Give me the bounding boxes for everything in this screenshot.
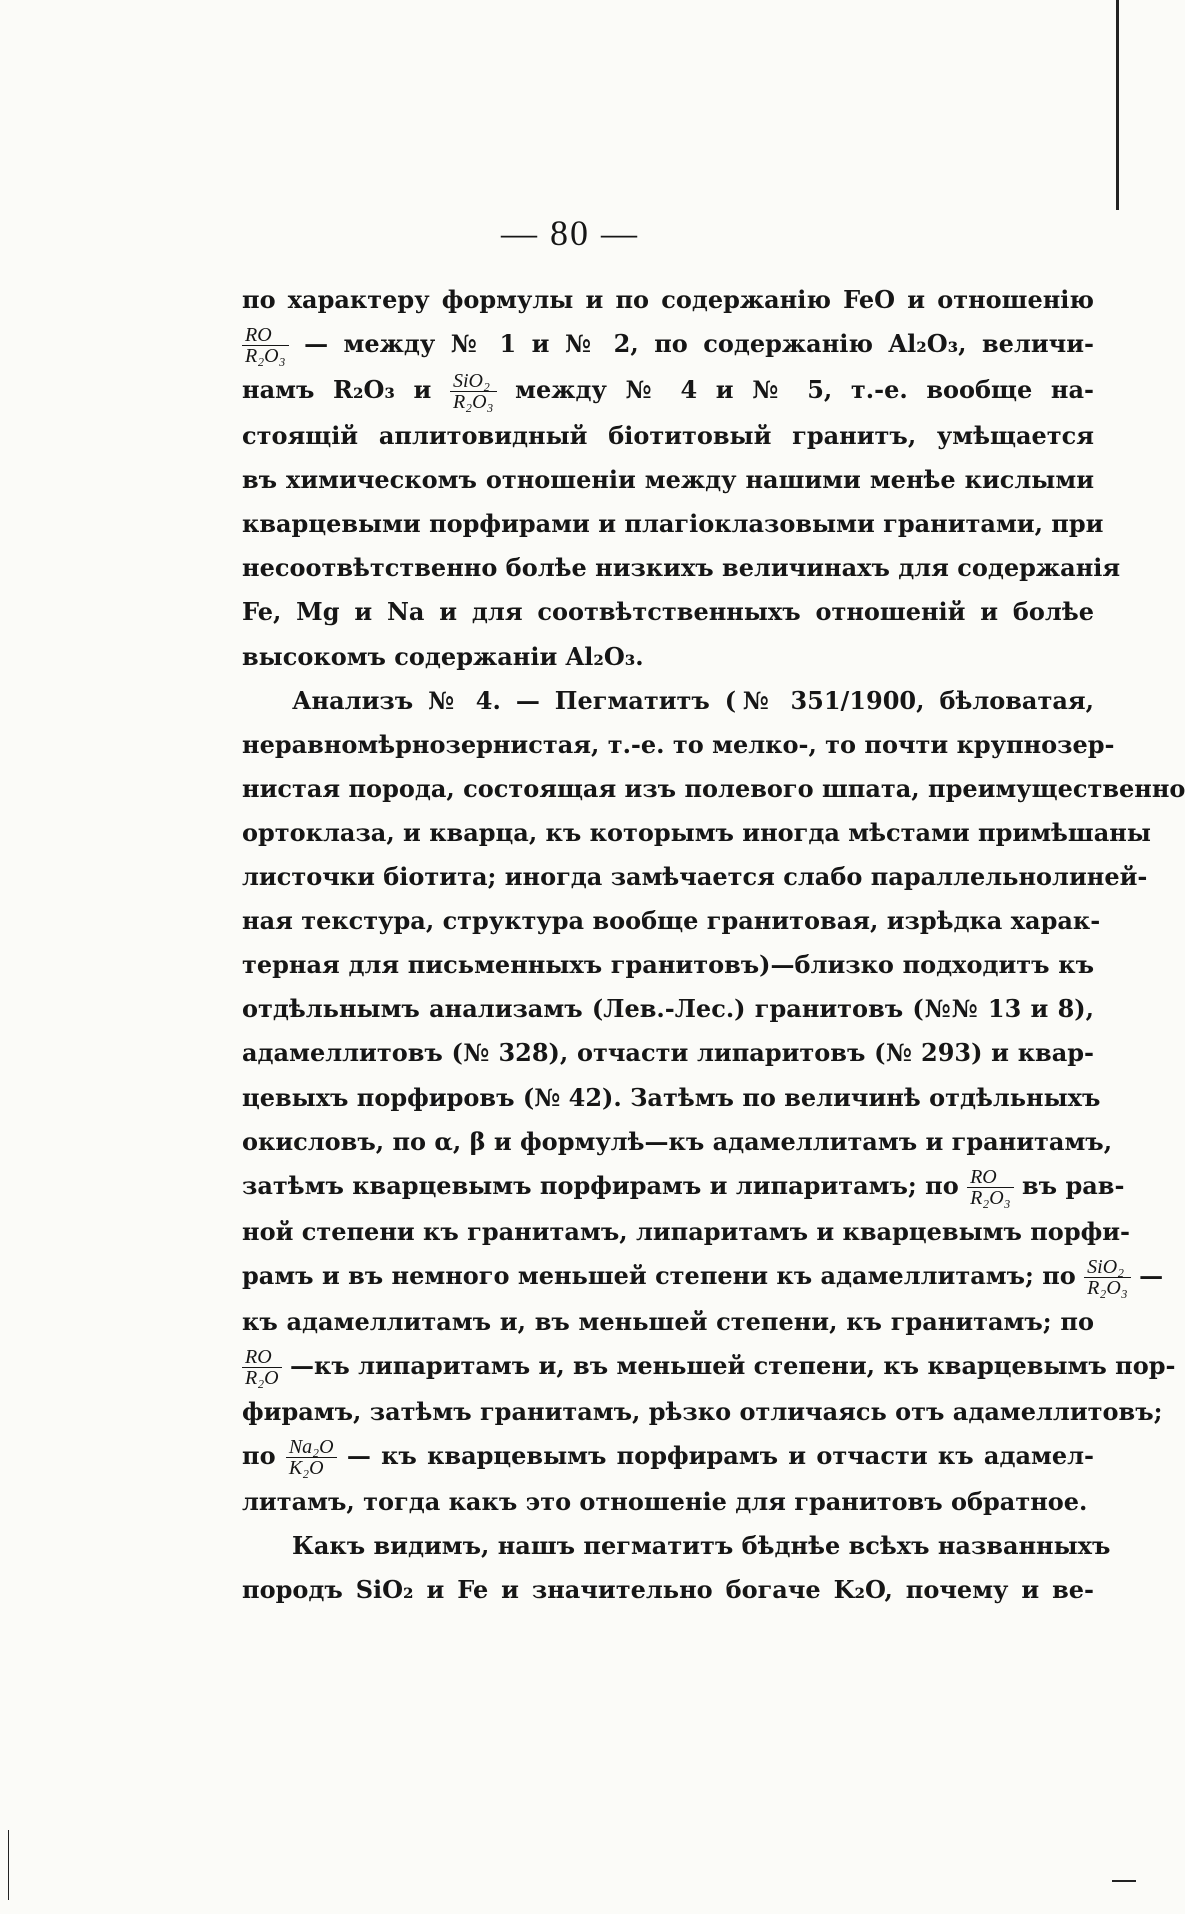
text-line: въ химическомъ отношеніи между нашими менѣе кислыми xyxy=(242,465,1094,495)
scan-edge-mark xyxy=(8,1830,9,1900)
text-line: адамеллитовъ (№ 328), отчасти липаритовъ (№ 293) и квар- xyxy=(242,1038,1094,1068)
formula-fraction: $\frac{\text{Na₂O}}{\text{K₂O}}$ xyxy=(286,1437,337,1478)
text-line: литамъ, тогда какъ это отношеніе для гранитовъ обратное. xyxy=(242,1486,1088,1516)
text-line: нистая порода, состоящая изъ полевого шпата, преимущественно xyxy=(242,773,1185,803)
text-line: рамъ и въ немного меньшей степени къ адамеллитамъ; по $\frac{\text{SiO₂}}{\text{R₂O₃}}$ — xyxy=(242,1255,1164,1299)
text-line: по $\frac{\text{Na₂O}}{\text{K₂O}}$ — къ кварцевымъ порфирамъ и отчасти къ адамел- xyxy=(242,1435,1094,1479)
formula-fraction: $\frac{RO}{\text{R₂O}}$ xyxy=(242,1347,282,1388)
formula-fraction: $\frac{\text{SiO₂}}{\text{R₂O₃}}$ xyxy=(450,371,497,412)
text-line: ортоклаза, и кварца, къ которымъ иногда мѣстами примѣшаны xyxy=(242,817,1151,847)
scan-edge-mark xyxy=(1116,0,1119,210)
text-line: окисловъ, по α, β и формулѣ—къ адамеллитамъ и гранитамъ, xyxy=(242,1126,1113,1156)
text-line: по характеру формулы и по содержанію FeO и отношенію xyxy=(242,285,1094,314)
text-line: $\frac{RO}{\text{R₂O}}$ —къ липаритамъ и, въ меньшей степени, къ кварцевымъ пор- xyxy=(242,1344,1094,1390)
text-line: отдѣльнымъ анализамъ (Лев.-Лес.) гранитовъ (№№ 13 и 8), xyxy=(242,994,1094,1024)
text-line: къ адамеллитамъ и, въ меньшей степени, къ гранитамъ; по xyxy=(242,1306,1094,1336)
body-text xyxy=(242,278,1185,1612)
text-line: стоящій аплитовидный біотитовый гранитъ, умѣщается xyxy=(242,421,1094,451)
formula-fraction: $\frac{RO}{\text{R₂O₃}}$ xyxy=(242,325,289,366)
text-line: породъ SiO₂ и Fe и значительно богаче K₂O, почему и ве- xyxy=(242,1575,1094,1605)
page-number: — 80 — xyxy=(501,213,639,253)
formula-fraction: $\frac{\text{SiO₂}}{\text{R₂O₃}}$ xyxy=(1084,1257,1131,1298)
text-line: $\frac{RO}{\text{R₂O₃}}$ — между № 1 и № 2, по содержанію Al₂O₃, величи- xyxy=(242,322,1094,368)
text-line: кварцевыми порфирами и плагіоклазовыми гранитами, при xyxy=(242,509,1104,539)
text-line: терная для письменныхъ гранитовъ)—близко подходитъ къ xyxy=(242,950,1094,980)
scan-edge-mark xyxy=(1112,1880,1136,1882)
text-line: Какъ видимъ, нашъ пегматитъ бѣднѣе всѣхъ названныхъ xyxy=(292,1531,1111,1561)
text-line: ной степени къ гранитамъ, липаритамъ и кварцевымъ порфи- xyxy=(242,1216,1130,1246)
text-line: Fe, Mg и Na и для соотвѣтственныхъ отношеній и болѣе xyxy=(242,597,1094,627)
text-line: Анализъ № 4. — Пегматитъ (№ 351/1900, бѣловатая, xyxy=(292,685,1094,715)
text-line: высокомъ содержаніи Al₂O₃. xyxy=(242,641,644,671)
text-line: листочки біотита; иногда замѣчается слабо параллельнолиней- xyxy=(242,862,1148,892)
text-line: фирамъ, затѣмъ гранитамъ, рѣзко отличаясь отъ адамеллитовъ; xyxy=(242,1396,1163,1426)
text-line: неравномѣрнозернистая, т.-е. то мелко-, то почти крупнозер- xyxy=(242,729,1115,759)
text-line: затѣмъ кварцевымъ порфирамъ и липаритамъ; по $\frac{RO}{\text{R₂O₃}}$ въ рав- xyxy=(242,1165,1125,1209)
text-line: несоотвѣтственно болѣе низкихъ величинахъ для содержанія xyxy=(242,553,1121,583)
text-line: ная текстура, структура вообще гранитовая, изрѣдка харак- xyxy=(242,906,1101,936)
text-line: цевыхъ порфировъ (№ 42). Затѣмъ по величинѣ отдѣльныхъ xyxy=(242,1082,1101,1112)
formula-fraction: $\frac{RO}{\text{R₂O₃}}$ xyxy=(967,1167,1014,1208)
text-line: намъ R₂O₃ и $\frac{\text{SiO₂}}{\text{R₂O₃}}$ между № 4 и № 5, т.-е. вообще на- xyxy=(242,370,1094,414)
